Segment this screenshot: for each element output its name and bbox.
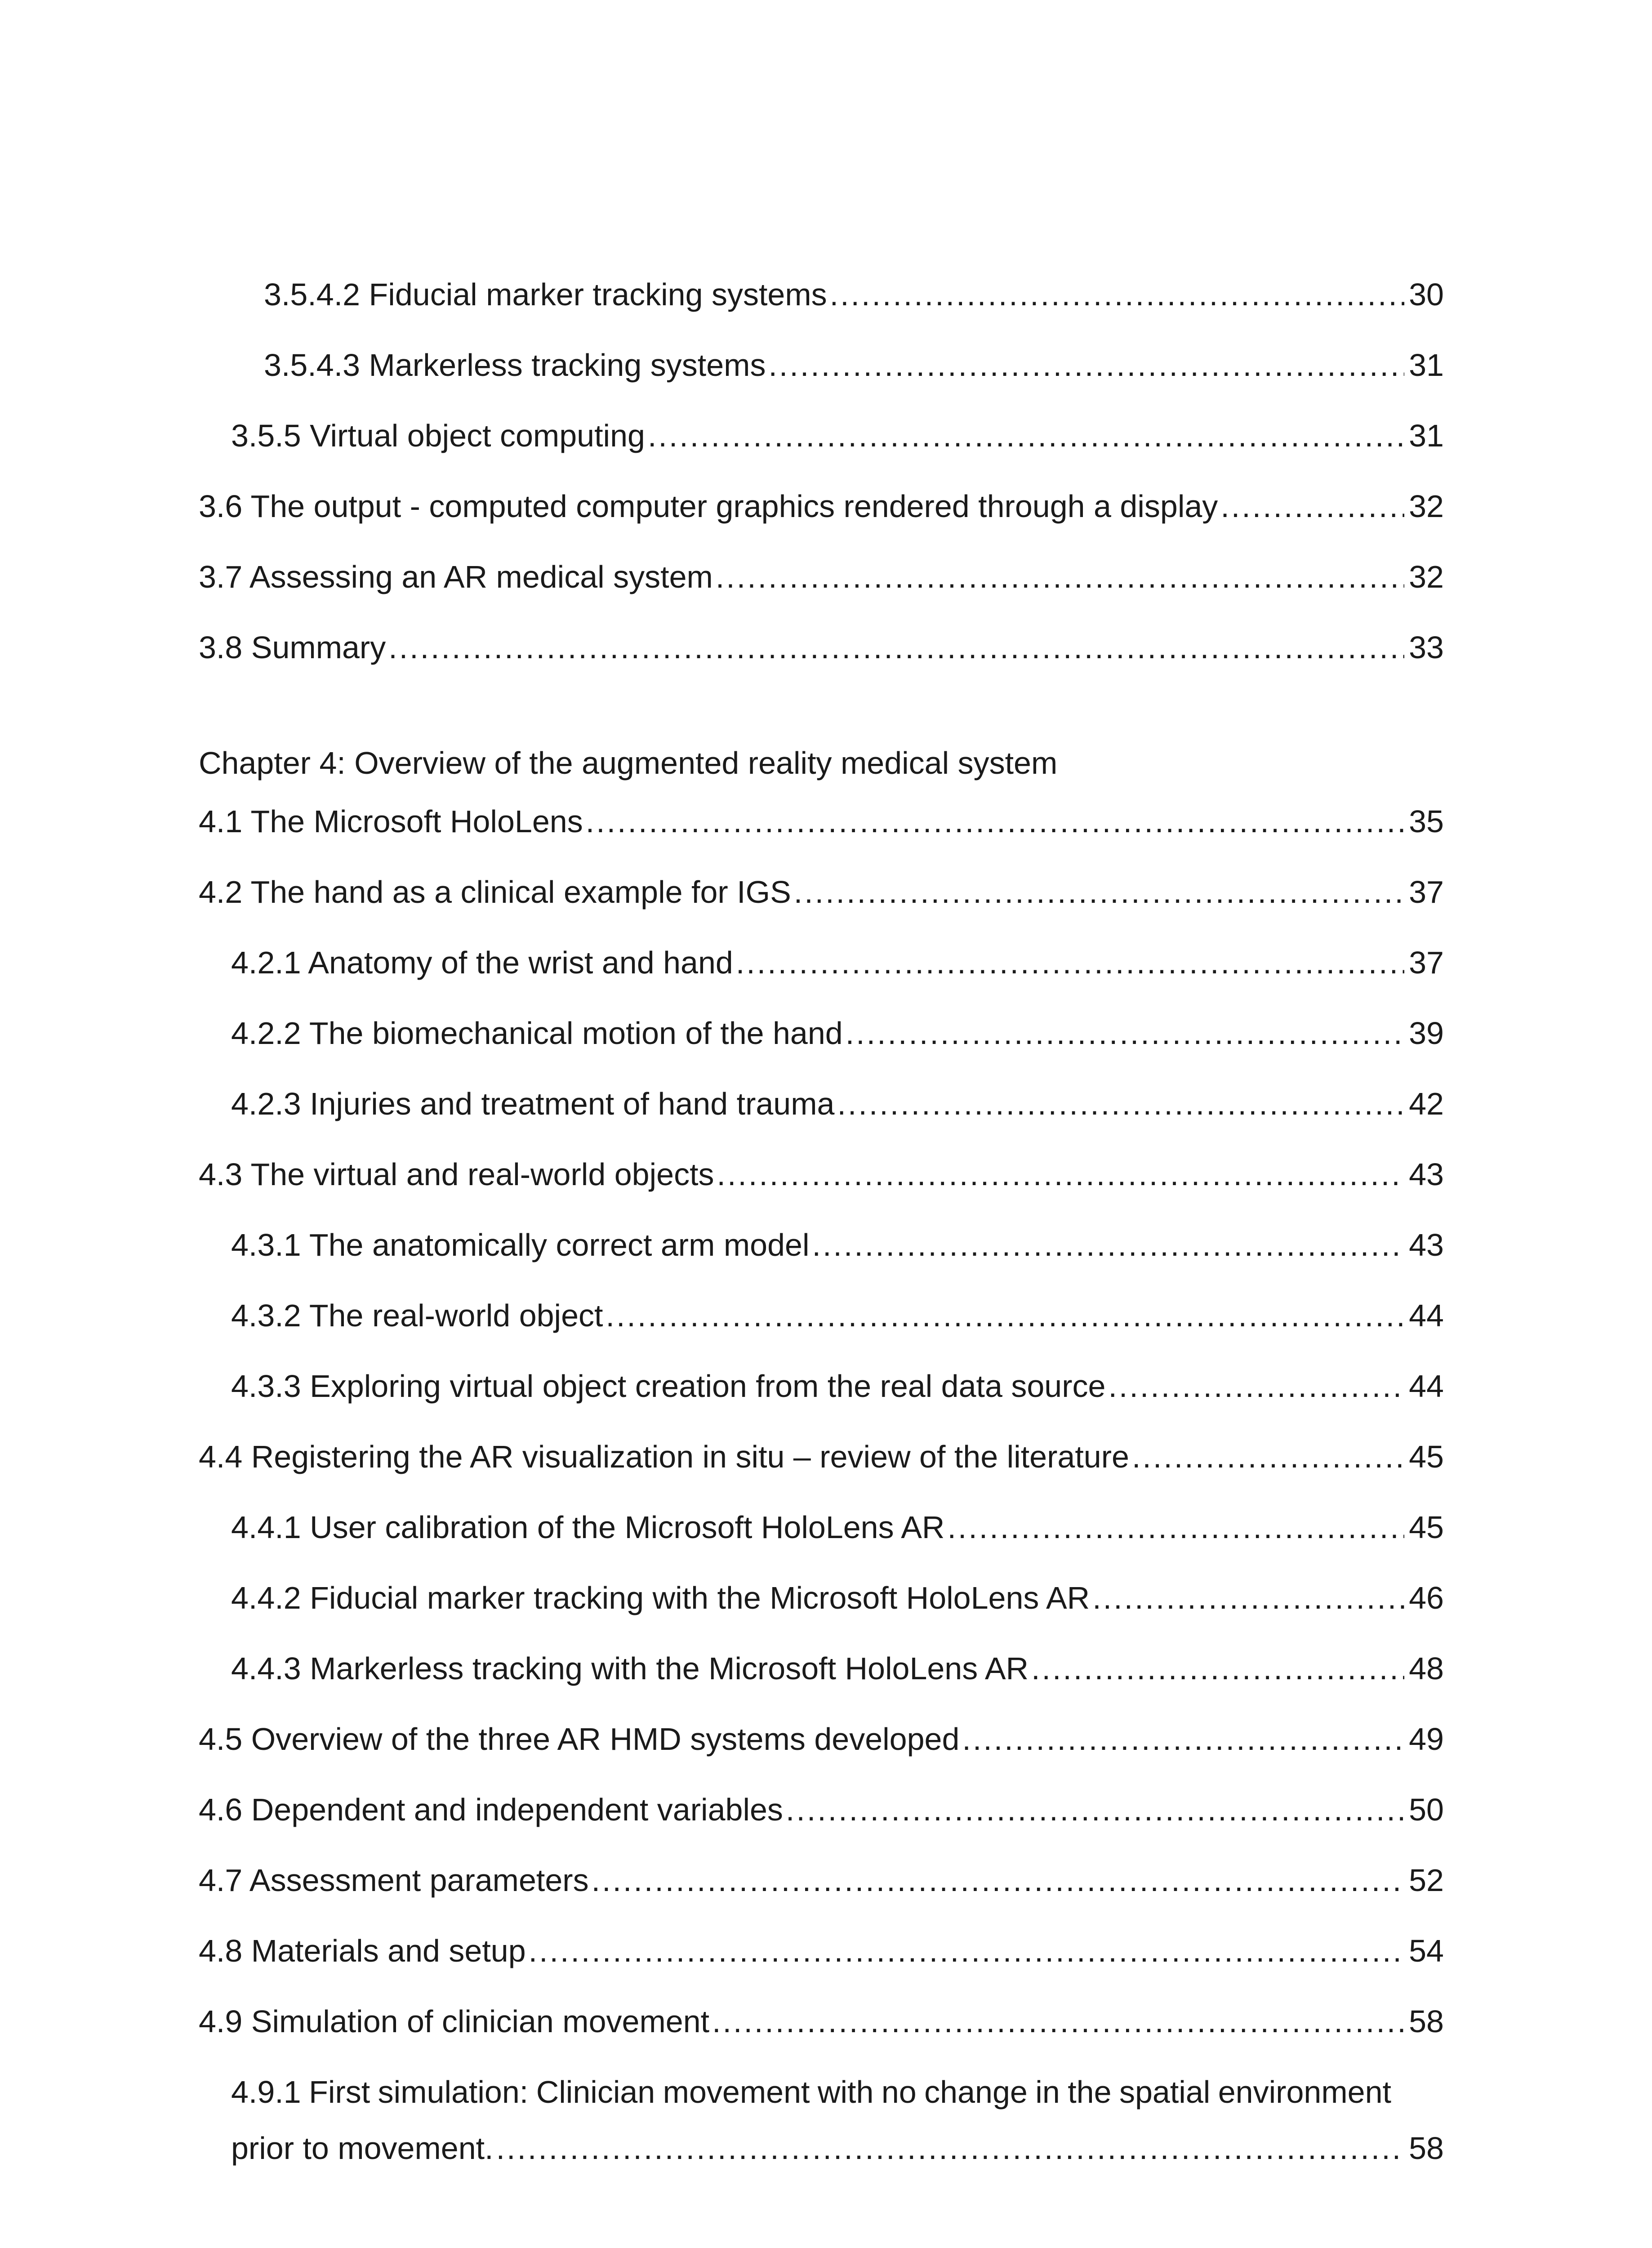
toc-entry-title: 3.8 Summary: [199, 630, 386, 665]
toc-entry-title: 4.2.2 The biomechanical motion of the hand: [231, 1016, 843, 1051]
toc-entry-title: 4.7 Assessment parameters: [199, 1863, 589, 1898]
toc-page-number: 32: [1409, 489, 1444, 524]
toc-page-number: 39: [1409, 1016, 1444, 1051]
table-of-contents: [199, 263, 1444, 2168]
dot-leader: [1132, 1439, 1404, 1475]
toc-page-number: 58: [1409, 2004, 1444, 2039]
toc-entry[interactable]: [199, 790, 1444, 861]
toc-page-number: 44: [1409, 1298, 1444, 1333]
dot-leader: [736, 945, 1404, 981]
dot-leader: [830, 277, 1404, 312]
toc-entry[interactable]: [199, 1919, 1444, 1990]
toc-entry-title: 4.9.1 First simulation: Clinician movement with no change in the spatial environment: [231, 2074, 1391, 2110]
toc-page-number: 50: [1409, 1792, 1444, 1827]
toc-entry-title: 4.1 The Microsoft HoloLens: [199, 804, 583, 839]
toc-page-number: 43: [1409, 1157, 1444, 1192]
toc-page-number: 52: [1409, 1863, 1444, 1898]
toc-page-number: 32: [1409, 559, 1444, 594]
dot-leader: [1031, 1650, 1404, 1686]
toc-entry-title: 3.5.4.3 Markerless tracking systems: [264, 348, 766, 383]
toc-page-number: 31: [1409, 348, 1444, 383]
dot-leader: [1092, 1580, 1404, 1616]
toc-entry[interactable]: [199, 2061, 1444, 2168]
toc-page-number: 30: [1409, 277, 1444, 312]
toc-entry[interactable]: [199, 1496, 1444, 1566]
toc-page-number: 43: [1409, 1227, 1444, 1262]
dot-leader: [962, 1721, 1404, 1757]
toc-entry-title: 3.5.4.2 Fiducial marker tracking systems: [264, 277, 827, 312]
toc-page-number: 37: [1409, 874, 1444, 910]
toc-entry-title: 4.3 The virtual and real-world objects: [199, 1157, 714, 1192]
dot-leader: [586, 803, 1404, 839]
dot-leader: [846, 1015, 1404, 1051]
toc-entry[interactable]: [199, 861, 1444, 931]
dot-leader: [1108, 1368, 1404, 1404]
toc-entry-title-continued: prior to movement.: [231, 2131, 494, 2166]
toc-page-number: 54: [1409, 1933, 1444, 1968]
toc-entry-title: 3.5.5 Virtual object computing: [231, 418, 645, 453]
toc-entry[interactable]: [199, 1284, 1444, 1355]
toc-entry-title: 4.2 The hand as a clinical example for IGS: [199, 874, 791, 910]
toc-entry-title: 4.4 Registering the AR visualization in situ – review of the literature: [199, 1439, 1129, 1474]
dot-leader: [529, 1933, 1404, 1969]
toc-entry-title: 4.8 Materials and setup: [199, 1933, 526, 1968]
toc-entry[interactable]: [199, 1849, 1444, 1919]
toc-entry[interactable]: [199, 475, 1444, 545]
toc-entry-title: 4.3.3 Exploring virtual object creation from the real data source: [231, 1369, 1106, 1404]
dot-leader: [794, 874, 1404, 910]
dot-leader: [388, 629, 1404, 665]
toc-entry-title: 4.5 Overview of the three AR HMD systems developed: [199, 1722, 960, 1757]
toc-entry[interactable]: [199, 1425, 1444, 1496]
toc-page-number: 48: [1409, 1651, 1444, 1686]
dot-leader: [716, 559, 1404, 595]
toc-entry-title: 3.7 Assessing an AR medical system: [199, 559, 713, 594]
toc-entry[interactable]: [199, 1708, 1444, 1778]
toc-entry[interactable]: [199, 1213, 1444, 1284]
toc-entry-title: 4.3.2 The real-world object: [231, 1298, 603, 1333]
dot-leader: [837, 1086, 1404, 1122]
dot-leader: [768, 347, 1404, 383]
dot-leader: [592, 1862, 1404, 1898]
toc-entry-title: 4.6 Dependent and independent variables: [199, 1792, 783, 1827]
toc-page-number: 45: [1409, 1510, 1444, 1545]
dot-leader: [812, 1227, 1405, 1263]
toc-entry-title: 4.3.1 The anatomically correct arm model: [231, 1227, 810, 1262]
toc-entry[interactable]: [199, 1566, 1444, 1637]
toc-entry-title: 4.2.3 Injuries and treatment of hand trauma: [231, 1086, 835, 1121]
dot-leader: [786, 1792, 1404, 1828]
toc-entry[interactable]: [199, 1143, 1444, 1213]
toc-entry[interactable]: [199, 616, 1444, 687]
toc-entry[interactable]: [199, 1990, 1444, 2061]
toc-page-number: 44: [1409, 1369, 1444, 1404]
toc-entry-title: 4.2.1 Anatomy of the wrist and hand: [231, 945, 733, 980]
toc-entry-title: 4.4.3 Markerless tracking with the Microsoft HoloLens AR: [231, 1651, 1029, 1686]
toc-entry[interactable]: [199, 1778, 1444, 1849]
toc-entry-title: 4.4.1 User calibration of the Microsoft HoloLens AR: [231, 1510, 945, 1545]
toc-entry[interactable]: [199, 263, 1444, 334]
dot-leader: [496, 2130, 1404, 2166]
toc-entry[interactable]: [199, 1002, 1444, 1072]
toc-entry-title: 4.9 Simulation of clinician movement: [199, 2004, 710, 2039]
toc-entry[interactable]: [199, 1072, 1444, 1143]
toc-entry[interactable]: [199, 1637, 1444, 1708]
toc-entry-title: 4.4.2 Fiducial marker tracking with the Microsoft HoloLens AR: [231, 1580, 1090, 1615]
toc-page-number: 46: [1409, 1580, 1444, 1615]
dot-leader: [712, 2003, 1404, 2039]
toc-page-number: 37: [1409, 945, 1444, 980]
dot-leader: [717, 1156, 1404, 1192]
toc-page-number: 31: [1409, 418, 1444, 453]
toc-entry[interactable]: [199, 404, 1444, 475]
dot-leader: [648, 418, 1404, 454]
toc-entry[interactable]: [199, 545, 1444, 616]
toc-entry[interactable]: [199, 1355, 1444, 1425]
toc-page-number: 49: [1409, 1722, 1444, 1757]
toc-page-number: 58: [1409, 2131, 1444, 2166]
dot-leader: [1220, 488, 1404, 524]
toc-entry[interactable]: [199, 931, 1444, 1002]
dot-leader: [947, 1509, 1404, 1545]
dot-leader: [606, 1298, 1405, 1334]
toc-page-number: 42: [1409, 1086, 1444, 1121]
toc-entry[interactable]: [199, 334, 1444, 404]
chapter-heading: Chapter 4: Overview of the augmented reality medical system: [199, 745, 1058, 781]
toc-entry-title: 3.6 The output - computed computer graphics rendered through a display: [199, 489, 1218, 524]
toc-page-number: 33: [1409, 630, 1444, 665]
toc-page-number: 35: [1409, 804, 1444, 839]
toc-page-number: 45: [1409, 1439, 1444, 1474]
spacer: [199, 687, 1444, 745]
